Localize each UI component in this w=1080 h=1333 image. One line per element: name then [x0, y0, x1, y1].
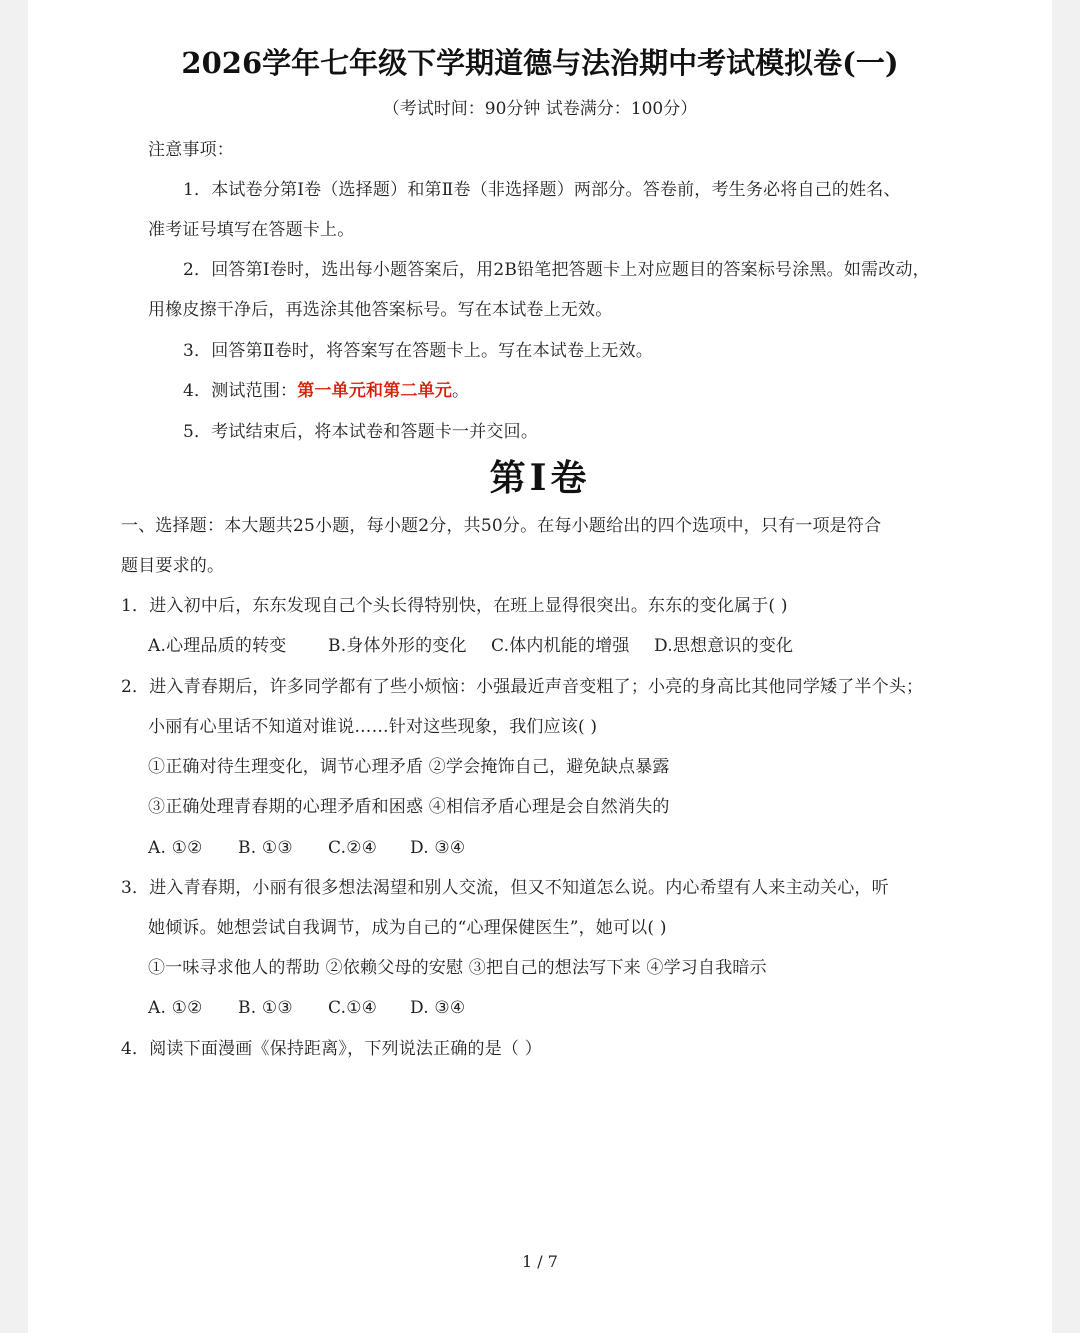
test-scope-highlight: 第一单元和第二单元: [297, 381, 453, 401]
question-4-stem: 4．阅读下面漫画《保持距离》，下列说法正确的是（ ）: [121, 1039, 542, 1059]
part1-instructions-cont: 题目要求的。: [121, 556, 225, 576]
section-title: 第Ⅰ卷: [489, 457, 591, 499]
page-number: 1 / 7: [522, 1252, 558, 1271]
question-2-options: [148, 836, 465, 860]
notice-item-5-text: 考试结束后，将本试卷和答题卡一并交回。: [211, 422, 539, 442]
question-2-stem: 2．进入青春期后，许多同学都有了些小烦恼：小强最近声音变粗了；小亮的身高比其他同学矮了半个头；: [121, 677, 924, 697]
notice-item-3-num: 3．: [183, 341, 212, 361]
notice-item-4-suffix: 。: [452, 381, 470, 401]
q2-option-d: D. ③④: [410, 838, 466, 858]
exam-title: 2026学年七年级下学期道德与法治期中考试模拟卷(一): [181, 46, 899, 80]
q1-option-a: A.心理品质的转变: [148, 636, 287, 656]
notice-item-1: [183, 178, 901, 202]
question-3-stem: 3．进入青春期，小丽有很多想法渴望和别人交流，但又不知道怎么说。内心希望有人来主动关心，听: [121, 878, 889, 898]
notice-item-1-num: 1．: [183, 180, 212, 200]
notice-heading: 注意事项：: [148, 140, 234, 160]
q2-option-c: C.②④: [328, 838, 378, 858]
q3-option-a: A. ①②: [148, 998, 203, 1018]
notice-item-5: [183, 420, 538, 444]
question-1-stem: 1．进入初中后，东东发现自己个头长得特别快，在班上显得很突出。东东的变化属于( ): [121, 596, 788, 616]
notice-item-1-cont: 准考证号填写在答题卡上。: [148, 220, 355, 240]
notice-item-5-num: 5．: [183, 422, 212, 442]
notice-item-1-text: 本试卷分第Ⅰ卷（选择题）和第Ⅱ卷（非选择题）两部分。答卷前，考生务必将自己的姓名、: [211, 180, 901, 200]
notice-item-4: [183, 379, 469, 403]
notice-item-4-num: 4．: [183, 381, 212, 401]
notice-item-3: [183, 339, 653, 363]
exam-page: [28, 0, 1052, 1333]
question-3-options: [148, 996, 465, 1020]
notice-item-2-cont: 用橡皮擦干净后，再选涂其他答案标号。写在本试卷上无效。: [148, 300, 613, 320]
question-2-statements-2: ③正确处理青春期的心理矛盾和困惑 ④相信矛盾心理是会自然消失的: [148, 797, 670, 817]
notice-item-2-text: 回答第Ⅰ卷时，选出每小题答案后，用2B铅笔把答题卡上对应题目的答案标号涂黑。如需改动，: [211, 260, 930, 280]
exam-subtitle: （考试时间：90分钟 试卷满分：100分）: [382, 99, 698, 119]
q1-option-c: C.体内机能的增强: [491, 636, 630, 656]
question-3-stem-cont: 她倾诉。她想尝试自我调节，成为自己的“心理保健医生”，她可以( ): [148, 918, 667, 938]
q1-option-d: D.思想意识的变化: [654, 636, 794, 656]
part1-instructions: 一、选择题：本大题共25小题，每小题2分，共50分。在每小题给出的四个选项中，只有一项是符合: [121, 516, 882, 536]
question-3-statements: ①一味寻求他人的帮助 ②依赖父母的安慰 ③把自己的想法写下来 ④学习自我暗示: [148, 958, 767, 978]
notice-item-3-text: 回答第Ⅱ卷时，将答案写在答题卡上。写在本试卷上无效。: [211, 341, 653, 361]
q1-option-b: B.身体外形的变化: [328, 636, 467, 656]
q2-option-a: A. ①②: [148, 838, 203, 858]
question-1-options: [148, 634, 793, 658]
question-2-stem-cont: 小丽有心里话不知道对谁说……针对这些现象，我们应该( ): [148, 717, 598, 737]
q2-option-b: B. ①③: [238, 838, 293, 858]
notice-item-4-prefix: 测试范围：: [211, 381, 298, 401]
q3-option-b: B. ①③: [238, 998, 293, 1018]
question-2-statements-1: ①正确对待生理变化，调节心理矛盾 ②学会掩饰自己，避免缺点暴露: [148, 757, 670, 777]
notice-item-2: [183, 258, 930, 282]
q3-option-c: C.①④: [328, 998, 378, 1018]
notice-item-2-num: 2．: [183, 260, 212, 280]
q3-option-d: D. ③④: [410, 998, 466, 1018]
